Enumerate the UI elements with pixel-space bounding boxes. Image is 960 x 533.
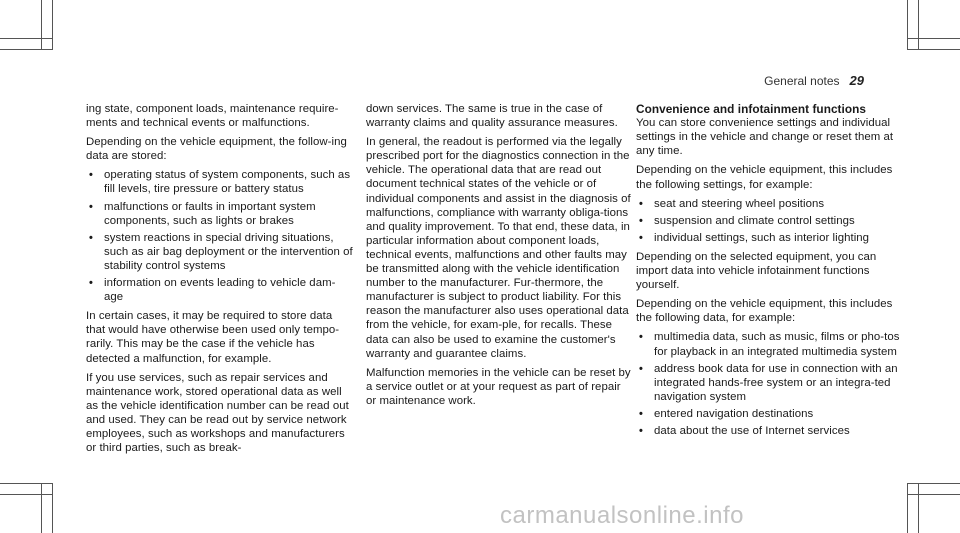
column-right [636, 102, 904, 443]
list-item-text: multimedia data, such as music, films or pho-tos for playback in an integrated multimedia system [654, 331, 900, 358]
list-item-text: address book data for use in connection with an integrated hands-free system or an integra-ted navigation system [654, 362, 898, 403]
list-item-text: entered navigation destinations [654, 407, 814, 420]
paragraph: ing state, component loads, maintenance require-ments and technical events or malfunctions. [86, 103, 339, 130]
crop-mark [41, 0, 42, 50]
crop-mark [52, 0, 53, 50]
bullet-list [636, 197, 904, 245]
bullet-icon: • [639, 214, 643, 227]
page-header [764, 73, 864, 88]
paragraph: In certain cases, it may be required to store data that would have otherwise been used only tempo-rarily. This may be the case if the vehicle has detected a malfunction, for example. [86, 310, 340, 365]
section-heading: Convenience and infotainment functions [636, 102, 866, 116]
list-item-text: seat and steering wheel positions [654, 197, 825, 210]
paragraph: Depending on the selected equipment, you can import data into vehicle infotainment functions yourself. [636, 250, 877, 292]
bullet-list [86, 168, 354, 304]
bullet-icon: • [639, 407, 643, 420]
crop-mark [908, 49, 960, 50]
list-item [636, 424, 904, 438]
list-item [636, 214, 904, 228]
paragraph: Malfunction memories in the vehicle can be reset by a service outlet or at your request as part of repair or maintenance work. [366, 366, 631, 407]
bullet-icon: • [89, 200, 93, 213]
paragraph: You can store convenience settings and individual settings in the vehicle and change or reset them at any time. [636, 117, 894, 158]
list-item [636, 407, 904, 421]
crop-mark [918, 483, 919, 533]
list-item-text: data about the use of Internet services [654, 424, 850, 437]
list-item [86, 168, 354, 196]
list-item-text: malfunctions or faults in important system components, such as lights or brakes [104, 200, 316, 227]
list-item-text: information on events leading to vehicle dam-age [104, 277, 336, 304]
paragraph: Depending on the vehicle equipment, this includes the following settings, for example: [636, 164, 893, 191]
section-title: General notes [764, 74, 840, 88]
crop-mark [918, 0, 919, 50]
crop-mark [0, 494, 52, 495]
bullet-list [636, 330, 904, 438]
crop-mark [52, 483, 53, 533]
page-number: 29 [849, 73, 864, 88]
column-left [86, 102, 354, 460]
crop-mark [908, 483, 960, 484]
paragraph: Depending on the vehicle equipment, the follow-ing data are stored: [86, 136, 347, 163]
list-item [636, 197, 904, 211]
paragraph: If you use services, such as repair services and maintenance work, stored operational data as well as the vehicle identification number can be read out and used. They can be read out by service network employees, such as workshops and manufacturers or third parties, such as break- [86, 371, 349, 455]
list-item-text: system reactions in special driving situations, such as air bag deployment or the intervention of stability control systems [104, 231, 353, 272]
column-middle [366, 102, 634, 413]
list-item-text: individual settings, such as interior lighting [654, 231, 870, 244]
list-item-text: suspension and climate control settings [654, 214, 855, 227]
list-item [86, 200, 354, 228]
crop-mark [907, 0, 908, 50]
watermark: carmanualsonline.info [500, 502, 744, 529]
crop-mark [0, 38, 52, 39]
crop-mark [0, 483, 52, 484]
paragraph: In general, the readout is performed via the legally prescribed port for the diagnostics connection in the vehicle. The operational data that are read out document technical states of the vehicle or of individual components and assist in the diagnosis of malfunctions, compliance with warranty obliga-tions and quality improvement. To that end, these data, in particular information about component loads, technical events, malfunctions and other faults may be transmitted along with the vehicle identification number to the manufacturer. Fur-thermore, the manufacturer is subject to product liability. For this reason the manufacturer also uses operational data from the vehicle, for exam-ple, for recalls. These data can also be used to examine the customer's warranty and guarantee claims. [366, 136, 631, 360]
list-item-text: operating status of system components, such as fill levels, tire pressure or battery status [104, 169, 351, 196]
list-item [636, 231, 904, 245]
bullet-icon: • [639, 331, 643, 344]
bullet-icon: • [89, 231, 93, 244]
bullet-icon: • [639, 197, 643, 210]
crop-mark [908, 494, 960, 495]
crop-mark [0, 49, 52, 50]
crop-mark [908, 38, 960, 39]
list-item [636, 362, 904, 404]
bullet-icon: • [89, 169, 93, 182]
bullet-icon: • [639, 362, 643, 375]
paragraph: down services. The same is true in the case of warranty claims and quality assurance measures. [366, 103, 618, 130]
list-item [636, 330, 904, 358]
bullet-icon: • [89, 277, 93, 290]
crop-mark [907, 483, 908, 533]
list-item [86, 231, 354, 273]
paragraph: Depending on the vehicle equipment, this includes the following data, for example: [636, 298, 893, 325]
bullet-icon: • [639, 424, 643, 437]
crop-mark [41, 483, 42, 533]
list-item [86, 276, 354, 304]
bullet-icon: • [639, 231, 643, 244]
